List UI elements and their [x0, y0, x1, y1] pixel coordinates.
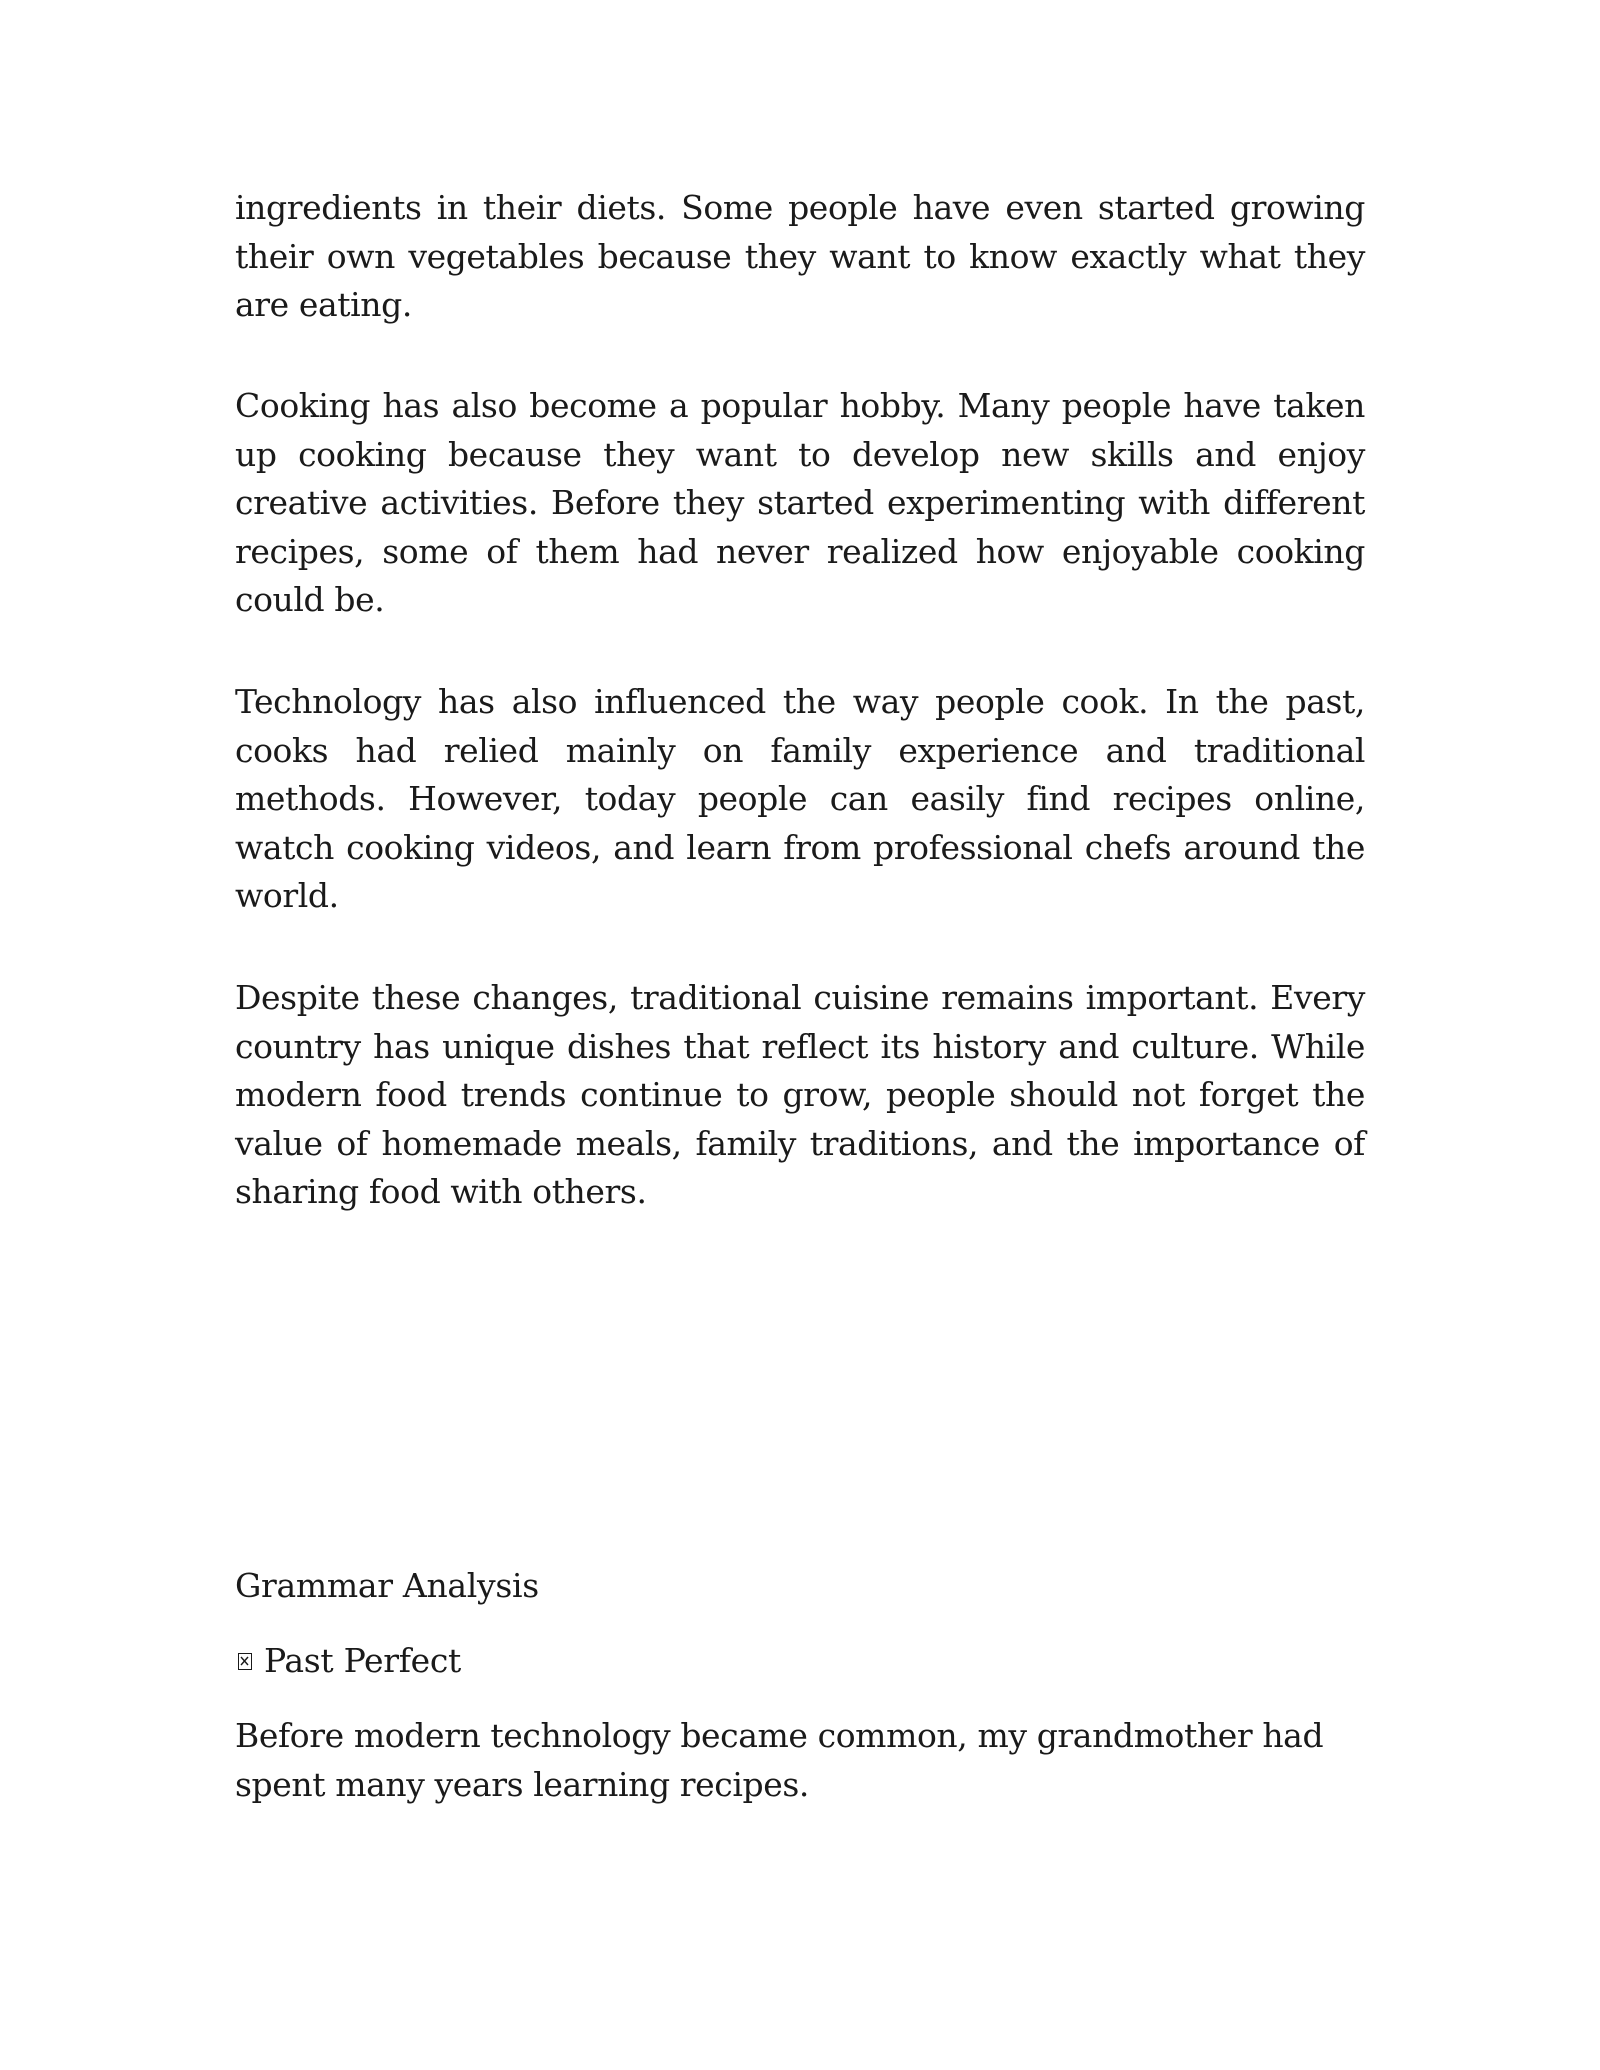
paragraph-technology: Technology has also influenced the way people cook. In the past, cooks had relied mainly on family experience and traditional methods. However, today people can easily find recipes online, watch cooking videos, and learn from professional chefs around the world. — [235, 682, 1365, 915]
paragraph-ingredients: ingredients in their diets. Some people have even started growing their own vegetables because they want to know exactly what they are eating. — [235, 188, 1365, 324]
paragraph-traditional-cuisine: Despite these changes, traditional cuisine remains important. Every country has unique dishes that reflect its history and culture. While modern food trends continue to grow, people should not forget the value of homemade meals, family traditions, and the importance of sharing food with others. — [235, 978, 1365, 1211]
paragraph-cooking-hobby: Cooking has also become a popular hobby. Many people have taken up cooking because they want to develop new skills and enjoy creative activities. Before they started experimenting with different recipes, some of them had never realized how enjoyable cooking could be. — [235, 386, 1365, 619]
past-perfect-subheading — [235, 1637, 461, 1685]
boxed-x-icon — [238, 1653, 252, 1670]
past-perfect-label: Past Perfect — [264, 1641, 461, 1680]
grammar-analysis-heading: Grammar Analysis — [235, 1566, 539, 1605]
past-perfect-example: Before modern technology became common, my grandmother had spent many years learning recipes. — [235, 1716, 1324, 1804]
